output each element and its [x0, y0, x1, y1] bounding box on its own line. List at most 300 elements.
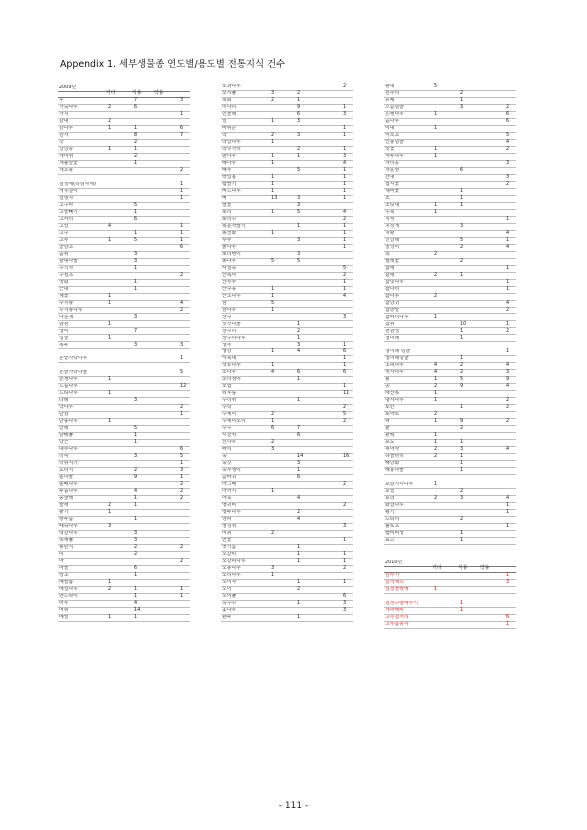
count-medicine: 3 — [343, 523, 347, 530]
species-name: 사철쑥 — [222, 265, 237, 271]
table-row — [384, 328, 516, 335]
table-row — [384, 531, 516, 538]
count-food: 3 — [460, 222, 464, 229]
table-row — [221, 447, 353, 454]
count-medicine: 2 — [506, 404, 510, 411]
count-food: 4 — [134, 488, 138, 495]
count-etc: 1 — [271, 138, 275, 145]
table-column-2 — [221, 84, 353, 622]
table-row — [221, 426, 353, 433]
species-name: 오갈피 — [222, 552, 237, 557]
table-row — [221, 328, 353, 335]
count-food: 7 — [134, 97, 138, 104]
species-name: 유채 — [385, 98, 395, 103]
count-food: 1 — [297, 467, 301, 474]
count-food: 9 — [460, 383, 464, 390]
count-medicine: 1 — [343, 166, 347, 173]
count-etc: 1 — [271, 571, 275, 578]
count-medicine: 6 — [506, 118, 510, 124]
table-column-3 — [384, 84, 516, 629]
species-name: 호밀 — [385, 489, 395, 495]
count-food: 1 — [297, 376, 301, 383]
table-row — [384, 391, 516, 398]
table-row — [384, 370, 516, 377]
count-etc: 5 — [271, 257, 275, 264]
species-name: 머위 — [59, 607, 69, 613]
species-name: 검정깨(흑임자깨) — [59, 181, 96, 187]
count-food: 1 — [460, 537, 464, 544]
count-etc: 1 — [271, 488, 275, 495]
species-name: 떡갈나무 — [59, 531, 78, 536]
species-name: 소나무 — [222, 370, 237, 376]
species-name: 느티나무 — [59, 391, 78, 397]
table-row — [58, 224, 190, 231]
table-row — [384, 308, 516, 315]
count-food: 5 — [297, 208, 301, 215]
table-row — [221, 454, 353, 461]
count-medicine: 1 — [506, 320, 510, 327]
species-name: 해홍나물 — [385, 468, 404, 474]
count-food: 1 — [134, 585, 138, 592]
count-medicine: 4 — [343, 208, 347, 215]
count-medicine: 약용 — [480, 565, 490, 572]
table-row — [384, 217, 516, 224]
species-name: 꾸지뽕 — [59, 300, 74, 306]
count-medicine: 2 — [343, 481, 347, 488]
species-name: 진달래 — [385, 237, 400, 243]
species-name: 앵두나무 — [222, 510, 241, 516]
table-row — [384, 510, 516, 517]
table-row — [58, 398, 190, 405]
count-food: 3 — [134, 341, 138, 348]
table-row — [58, 140, 190, 147]
species-name: 옻나무 — [222, 607, 237, 613]
table-row — [384, 224, 516, 231]
species-name: 벼 — [222, 195, 227, 201]
count-etc: 2 — [434, 271, 438, 278]
species-name: 둥굴레 — [59, 496, 74, 502]
count-etc: 2 — [271, 411, 275, 418]
count-medicine: 2 — [343, 271, 347, 278]
count-food: 10 — [460, 320, 467, 327]
table-row — [384, 294, 516, 301]
table-row — [384, 615, 516, 622]
count-medicine: 2 — [506, 145, 510, 152]
count-medicine: 2 — [180, 481, 184, 488]
species-name: 참당귀 — [385, 300, 400, 306]
table-row — [384, 622, 516, 629]
species-name: 참빗나무 — [385, 279, 404, 285]
count-food: 3 — [297, 236, 301, 243]
species-name: 연꽃 — [222, 538, 232, 543]
species-name: 완두 — [222, 614, 232, 620]
species-name: 찔레꽃 — [385, 258, 400, 264]
table-row — [221, 314, 353, 321]
count-food: 2 — [134, 544, 138, 551]
table-row — [384, 266, 516, 273]
count-food: 8 — [134, 131, 138, 138]
count-food: 3 — [134, 250, 138, 257]
table-row — [221, 510, 353, 517]
table-row — [221, 231, 353, 238]
species-name: 옥수수 — [222, 600, 237, 606]
table-row — [58, 510, 190, 517]
count-etc: 2 — [434, 411, 438, 418]
count-food: 1 — [134, 432, 138, 439]
count-medicine: 5 — [180, 453, 184, 460]
table-row — [221, 98, 353, 105]
species-name: 뽀리뱅이 — [222, 251, 241, 257]
species-name: 넝쿨 — [59, 335, 69, 341]
species-name: 마늘 — [59, 566, 69, 571]
table-row — [221, 601, 353, 608]
count-etc: 2 — [434, 453, 438, 460]
species-name: 뱀비비성 — [385, 531, 404, 536]
species-name: 삿갓나물 — [222, 321, 241, 327]
count-medicine: 1 — [180, 187, 184, 194]
count-food: 1 — [460, 271, 464, 278]
species-name: 논쟁나무 — [59, 377, 78, 383]
count-etc: 1 — [434, 439, 438, 446]
count-etc: 2 — [271, 97, 275, 104]
species-name: 황기 — [385, 510, 395, 516]
table-row — [384, 252, 516, 259]
count-etc: 1 — [434, 145, 438, 152]
table-row — [221, 587, 353, 594]
count-medicine: 2 — [506, 327, 510, 334]
table-row — [221, 238, 353, 245]
species-name: 더위지기 — [59, 461, 78, 467]
count-medicine: 1 — [343, 578, 347, 585]
count-food: 5 — [134, 201, 138, 208]
table-row — [58, 133, 190, 140]
table-row — [384, 356, 516, 363]
species-name: 가지 — [59, 112, 69, 117]
species-name: 부추 — [222, 237, 232, 243]
species-name: 수수 — [222, 426, 232, 432]
table-row — [221, 259, 353, 266]
count-medicine: 4 — [506, 383, 510, 390]
count-etc: 2 — [271, 131, 275, 138]
species-name: 제비꽃 — [385, 188, 400, 194]
table-row — [221, 119, 353, 126]
species-name: 담배풀 — [59, 433, 74, 439]
table-row — [384, 524, 516, 531]
species-name: 자리공 — [385, 160, 400, 166]
table-row — [58, 342, 190, 349]
count-food: 3 — [134, 453, 138, 460]
species-name: 참깨 — [385, 272, 395, 278]
species-name: 원추리 — [385, 91, 400, 96]
species-name: 갓 — [59, 139, 64, 145]
species-name: 배나무 — [222, 160, 237, 166]
species-name: 돌배나무 — [59, 482, 78, 488]
count-food: 1 — [460, 460, 464, 467]
table-row — [221, 335, 353, 342]
count-medicine: 2 — [506, 397, 510, 404]
table-header — [384, 566, 516, 573]
species-name: 고추흠총자 — [385, 621, 409, 627]
species-name: 자두나무 — [385, 153, 404, 159]
species-name: 들깨 — [59, 503, 69, 509]
count-etc: 1 — [271, 152, 275, 159]
year-label — [384, 559, 516, 566]
count-food: 1 — [460, 334, 464, 341]
count-medicine: 2 — [180, 271, 184, 278]
species-name: 지치 — [385, 216, 395, 222]
species-name: 포도 — [385, 440, 395, 446]
species-name: 바위손 — [222, 125, 237, 131]
count-etc: 2 — [108, 118, 112, 124]
species-name: 똥딴지 — [59, 545, 74, 550]
count-food: 3 — [297, 194, 301, 201]
count-medicine: 1 — [506, 502, 510, 509]
count-etc: 1 — [271, 348, 275, 355]
count-medicine: 1 — [180, 111, 184, 118]
count-food: 1 — [460, 194, 464, 201]
count-medicine: 1 — [180, 585, 184, 592]
count-medicine: 2 — [506, 418, 510, 425]
count-medicine: 11 — [343, 390, 350, 397]
species-name: 토란 — [385, 405, 395, 411]
species-name: 파 — [385, 419, 390, 425]
table-row — [221, 203, 353, 210]
species-name: 인동덩굴 — [385, 139, 404, 145]
count-food: 1 — [134, 285, 138, 292]
count-food: 2 — [460, 90, 464, 97]
count-medicine: 4 — [506, 299, 510, 306]
count-etc: 4 — [108, 222, 112, 229]
count-food: 2 — [297, 509, 301, 516]
table-row — [221, 168, 353, 175]
table-row — [58, 147, 190, 154]
table-row — [221, 133, 353, 140]
count-food: 식용 — [458, 565, 468, 572]
count-medicine: 6 — [180, 446, 184, 453]
count-medicine: 5 — [180, 369, 184, 376]
species-name: 수세미오이 — [222, 419, 246, 425]
count-etc: 1 — [108, 236, 112, 243]
count-food: 1 — [460, 530, 464, 537]
species-name: 골담초 — [59, 244, 74, 250]
species-name: 개미취 — [59, 153, 74, 159]
count-medicine: 1 — [506, 236, 510, 243]
count-food: 3 — [297, 460, 301, 467]
table-row — [384, 384, 516, 391]
count-food: 1 — [134, 159, 138, 166]
count-food: 3 — [297, 341, 301, 348]
table-row — [221, 154, 353, 161]
count-medicine: 1 — [343, 145, 347, 152]
count-medicine: 6 — [343, 348, 347, 355]
species-name: 치자나무 — [385, 370, 404, 376]
table-row — [58, 335, 190, 342]
table-row — [58, 573, 190, 580]
count-medicine: 1 — [180, 592, 184, 599]
count-etc: 5 — [271, 299, 275, 306]
species-name: 은행나무 — [385, 112, 404, 117]
table-row — [221, 524, 353, 531]
count-food: 5 — [460, 236, 464, 243]
count-medicine: 16 — [343, 453, 350, 460]
count-food: 2 — [460, 369, 464, 376]
count-food: 4 — [297, 495, 301, 502]
count-food: 1 — [460, 453, 464, 460]
table-row — [384, 273, 516, 280]
count-etc: 2 — [434, 446, 438, 453]
count-medicine: 1 — [506, 523, 510, 530]
species-name: 땅두릅 — [59, 517, 74, 523]
count-etc: 4 — [434, 369, 438, 376]
count-food: 1 — [134, 208, 138, 215]
count-medicine: 1 — [343, 551, 347, 558]
species-name: 수리취 — [222, 398, 237, 404]
species-name: 참나리 — [385, 286, 400, 292]
table-row — [384, 147, 516, 154]
species-name: 광대나물 — [59, 258, 78, 264]
count-medicine: 1 — [343, 124, 347, 131]
species-name: 밤나무 — [222, 153, 237, 159]
table-row — [221, 496, 353, 503]
count-etc: 6 — [271, 425, 275, 432]
count-medicine: 1 — [180, 411, 184, 418]
table-row — [221, 294, 353, 301]
count-etc: 1 — [271, 229, 275, 236]
table-row — [58, 524, 190, 531]
species-name: 보리 — [222, 209, 232, 215]
table-row — [221, 412, 353, 419]
species-name: 매실나무 — [59, 586, 78, 592]
species-name: 느릅나무 — [59, 384, 78, 390]
page-number: - 111 - — [278, 801, 309, 811]
table-row — [58, 615, 190, 622]
count-medicine: 3 — [343, 111, 347, 118]
species-name: 백일홍 — [222, 174, 237, 180]
count-food: 2 — [134, 467, 138, 474]
count-medicine: 1 — [506, 215, 510, 222]
count-food: 3 — [297, 201, 301, 208]
species-name: 근대 — [59, 286, 69, 292]
count-food: 1 — [297, 152, 301, 159]
count-food: 5 — [297, 166, 301, 173]
count-etc: 1 — [271, 159, 275, 166]
count-medicine: 5 — [506, 131, 510, 138]
table-row — [58, 189, 190, 196]
species-name: 구절초 — [59, 272, 74, 278]
table-row — [58, 426, 190, 433]
species-name: 감대 — [59, 119, 69, 124]
count-food: 1 — [297, 558, 301, 565]
species-name: 게마메비 — [385, 607, 404, 613]
count-food: 1 — [134, 516, 138, 523]
table-row — [221, 608, 353, 615]
table-row — [221, 573, 353, 580]
species-name: 자운영 — [385, 167, 400, 173]
count-medicine: 1 — [343, 243, 347, 250]
species-name: 마 — [59, 559, 64, 564]
count-etc: 1 — [108, 418, 112, 425]
count-food: 1 — [297, 544, 301, 551]
species-name: 으름덩굴 — [385, 105, 404, 110]
count-medicine: 1 — [180, 236, 184, 243]
species-name: 메밀 — [59, 614, 69, 620]
table-row — [221, 301, 353, 308]
count-food: 2 — [460, 425, 464, 432]
table-row — [221, 517, 353, 524]
count-medicine: 3 — [506, 159, 510, 166]
count-food: 6 — [297, 369, 301, 376]
species-name: 엿기름 — [222, 545, 237, 550]
table-row — [221, 615, 353, 622]
species-name: 삼나무 — [222, 307, 237, 313]
table-row — [58, 287, 190, 294]
species-name: 표고 — [385, 538, 395, 543]
species-name: 오미자 — [222, 579, 237, 585]
table-row — [221, 349, 353, 356]
count-food: 1 — [134, 229, 138, 236]
species-name: 해당화 — [385, 461, 400, 467]
species-name: 피마자 — [385, 447, 400, 453]
count-medicine: 2 — [180, 404, 184, 411]
count-food: 1 — [297, 334, 301, 341]
count-medicine: 1 — [180, 355, 184, 362]
table-row — [58, 461, 190, 468]
table-row — [58, 496, 190, 503]
count-medicine: 2 — [506, 104, 510, 111]
count-etc: 1 — [434, 397, 438, 404]
count-etc: 1 — [434, 111, 438, 118]
count-medicine: 2 — [343, 565, 347, 571]
count-etc: 1 — [434, 313, 438, 320]
count-etc: 1 — [108, 613, 112, 620]
table-row — [58, 391, 190, 398]
table-row — [384, 238, 516, 245]
count-medicine: 4 — [506, 446, 510, 453]
species-name: 뽕나무 — [222, 258, 237, 264]
table-row — [58, 328, 190, 335]
species-name: 감부기 — [385, 573, 400, 578]
table-row — [384, 608, 516, 615]
species-name: 목화 — [222, 98, 232, 103]
table-row — [384, 210, 516, 217]
count-medicine: 2 — [180, 544, 184, 551]
count-etc: 기타 — [106, 90, 116, 97]
count-medicine: 3 — [506, 579, 510, 585]
table-row — [58, 98, 190, 105]
table-row — [58, 405, 190, 412]
table-row — [221, 482, 353, 489]
table-row — [221, 398, 353, 405]
species-name: 콩 — [385, 384, 390, 390]
species-name: 더덕 — [59, 454, 69, 460]
species-name: 돌나물 — [59, 475, 74, 481]
count-etc: 5 — [434, 83, 438, 90]
count-food: 3 — [134, 397, 138, 404]
table-row — [58, 482, 190, 489]
table-row — [221, 84, 353, 91]
table-row — [58, 245, 190, 252]
species-name: 띠 — [59, 552, 64, 557]
count-food: 1 — [460, 467, 464, 474]
count-medicine: 5 — [343, 411, 347, 418]
count-medicine: 6 — [506, 111, 510, 118]
species-name: 구기자 — [59, 265, 74, 271]
species-name: 쑥부쟁이 — [222, 468, 241, 474]
table-row — [384, 580, 516, 587]
species-name: 망초 — [59, 572, 69, 578]
species-name: 머루 — [59, 600, 69, 606]
table-row — [384, 259, 516, 266]
